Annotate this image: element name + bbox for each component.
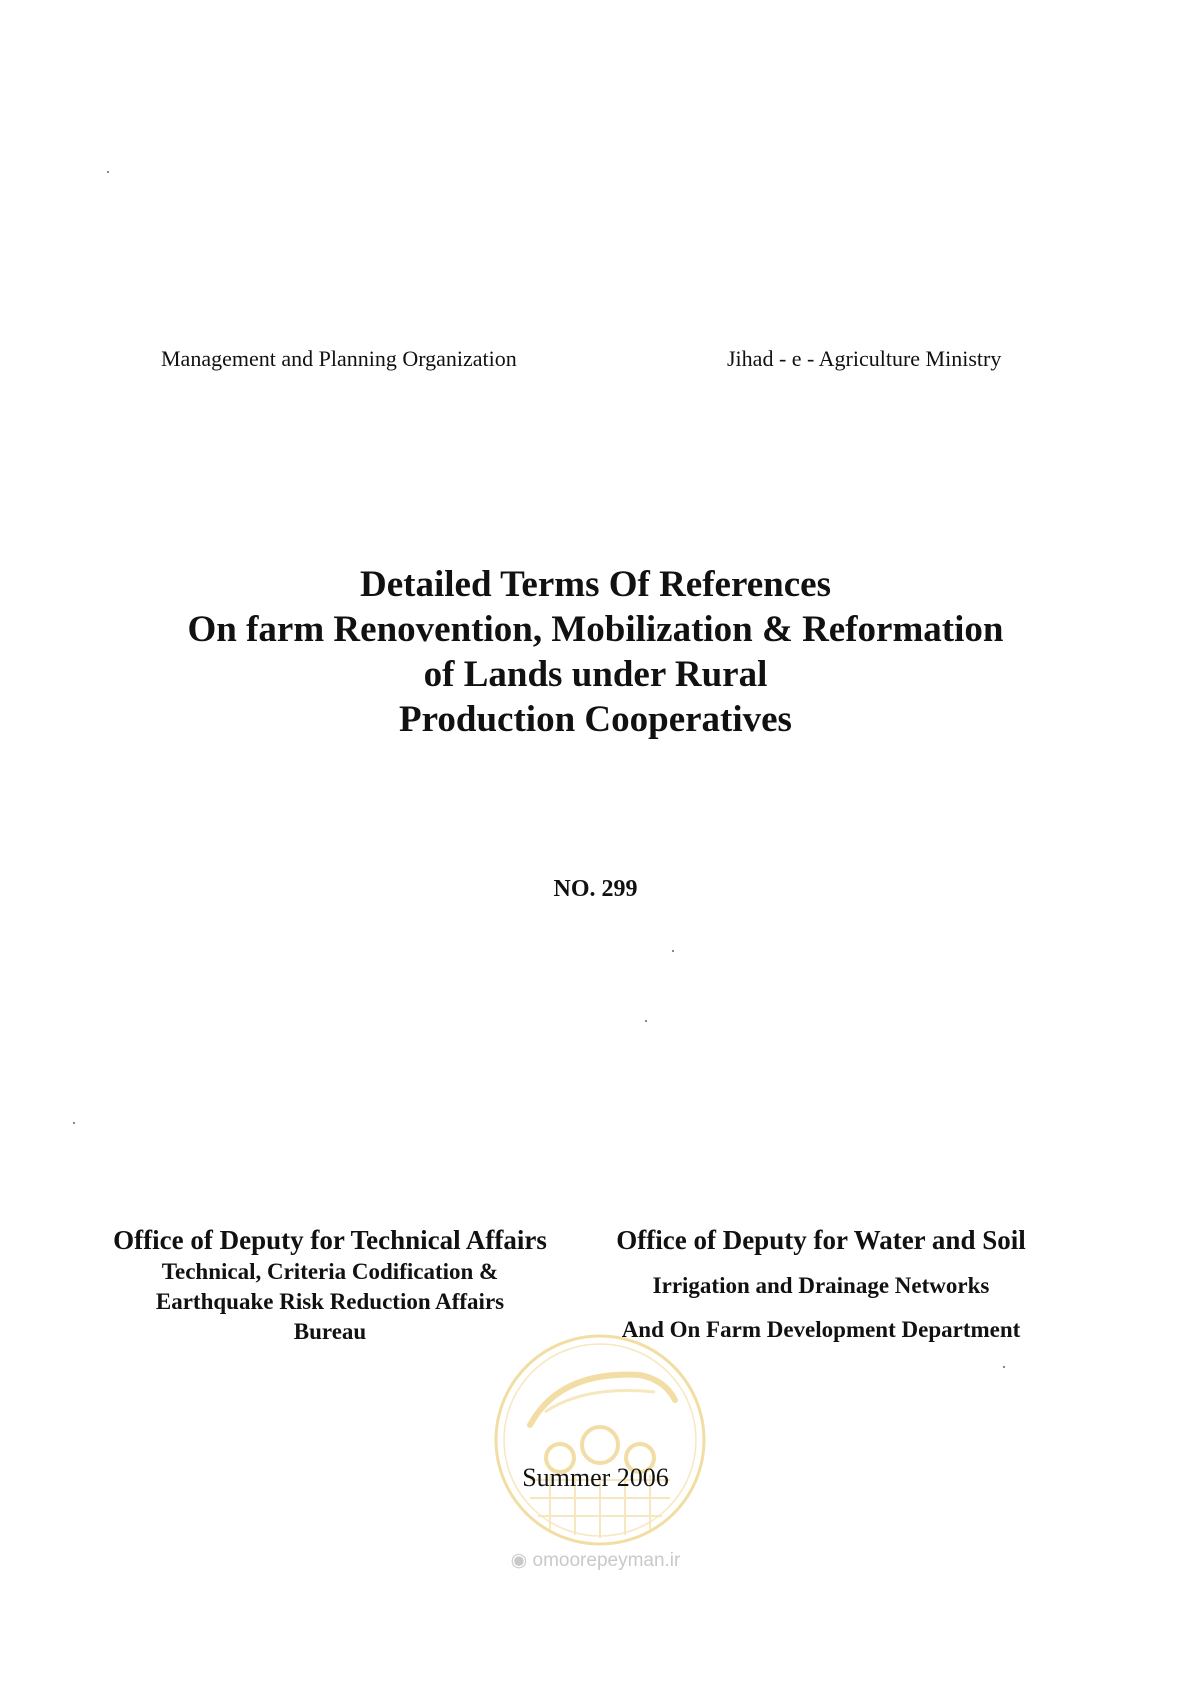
document-title (0, 562, 1191, 742)
left-office-subline: Bureau (293, 1319, 367, 1344)
left-office-subline: Technical, Criteria Codification & (161, 1259, 499, 1284)
scan-speck (672, 950, 674, 952)
scan-speck (107, 171, 109, 173)
scan-speck (645, 1020, 647, 1022)
document-number: NO. 299 (553, 876, 638, 902)
left-organization-name: Management and Planning Organization (161, 346, 517, 371)
title-line: Detailed Terms Of References (360, 564, 831, 605)
title-line: of Lands under Rural (423, 654, 768, 695)
publication-date: Summer 2006 (522, 1463, 669, 1492)
globe-icon: ◉ (510, 1550, 528, 1571)
right-organization-name: Jihad - e - Agriculture Ministry (727, 346, 1002, 371)
left-office-subline: Earthquake Risk Reduction Affairs (155, 1289, 505, 1314)
watermark-logo (490, 1330, 710, 1550)
watermark-site-text (0, 1549, 1191, 1572)
scan-speck (73, 1122, 75, 1124)
title-line: Production Cooperatives (399, 699, 792, 740)
right-office-heading: Office of Deputy for Water and Soil (616, 1225, 1026, 1255)
right-office-block (576, 1223, 1066, 1345)
left-office-heading: Office of Deputy for Technical Affairs (113, 1225, 547, 1255)
watermark-site-label: omoorepeyman.ir (532, 1550, 681, 1571)
right-office-subline: And On Farm Development Department (621, 1317, 1021, 1342)
right-office-subline: Irrigation and Drainage Networks (652, 1273, 990, 1298)
scan-speck (1003, 1366, 1005, 1368)
title-line: On farm Renovention, Mobilization & Reformation (187, 609, 1004, 650)
left-office-block (110, 1223, 550, 1347)
